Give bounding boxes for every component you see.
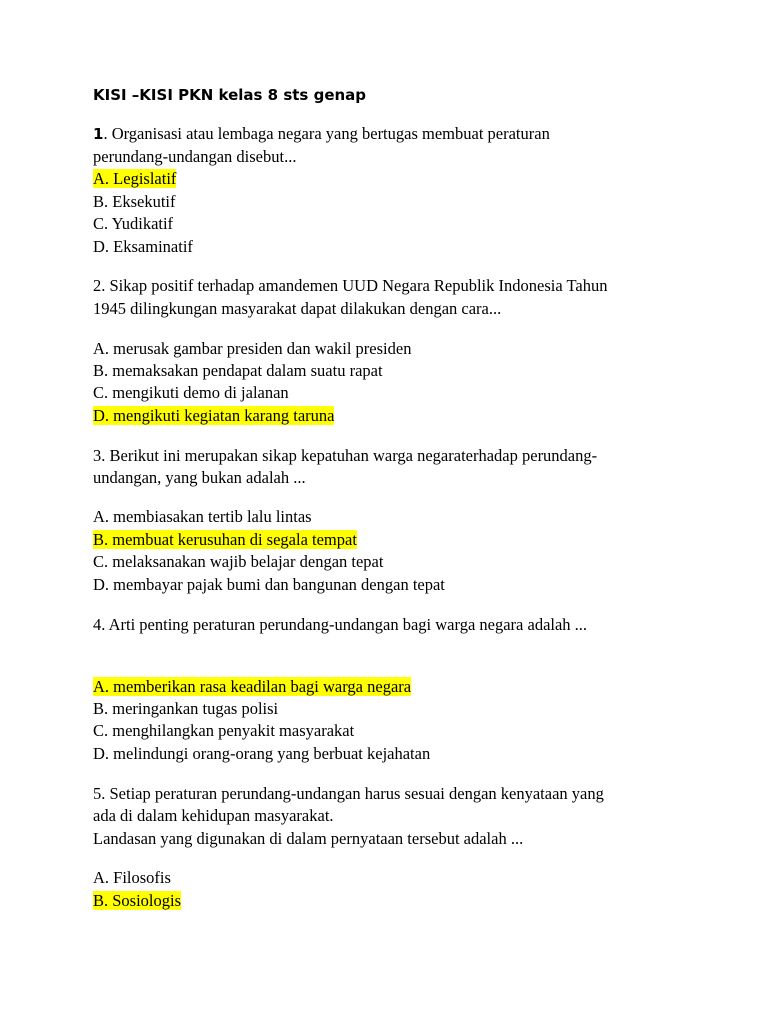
question-4-option-b: B. meringankan tugas polisi xyxy=(93,699,279,718)
answer-highlight: B. membuat kerusuhan di segala tempat xyxy=(93,530,357,549)
question-2-option-b: B. memaksakan pendapat dalam suatu rapat xyxy=(93,361,383,380)
question-2-line-2: 1945 dilingkungan masyarakat dapat dilakukan dengan cara... xyxy=(93,299,502,318)
question-4-option-d: D. melindungi orang-orang yang berbuat kejahatan xyxy=(93,744,431,763)
question-1-option-a xyxy=(93,168,176,190)
question-4-option-c: C. menghilangkan penyakit masyarakat xyxy=(93,721,355,740)
question-4-line-1: 4. Arti penting peraturan perundang-undangan bagi warga negara adalah ... xyxy=(93,615,588,634)
answer-highlight: B. Sosiologis xyxy=(93,891,182,910)
question-3-option-a: A. membiasakan tertib lalu lintas xyxy=(93,507,312,526)
question-2-option-a: A. merusak gambar presiden dan wakil presiden xyxy=(93,339,412,358)
question-1-option-b: B. Eksekutif xyxy=(93,192,176,211)
question-1-number: 1 xyxy=(93,125,104,143)
question-3-option-b xyxy=(93,529,357,551)
question-1-text: . Organisasi atau lembaga negara yang bertugas membuat peraturan xyxy=(103,124,550,143)
question-3-option-d: D. membayar pajak bumi dan bangunan dengan tepat xyxy=(93,575,445,594)
question-5-line-1: 5. Setiap peraturan perundang-undangan harus sesuai dengan kenyataan yang xyxy=(93,784,604,803)
question-3-option-c: C. melaksanakan wajib belajar dengan tepat xyxy=(93,552,384,571)
answer-highlight: D. mengikuti kegiatan karang taruna xyxy=(93,406,335,425)
question-2-option-d xyxy=(93,405,334,427)
question-1-line-2: perundang-undangan disebut... xyxy=(93,147,297,166)
answer-highlight: A. Legislatif xyxy=(93,169,177,188)
question-3-line-1: 3. Berikut ini merupakan sikap kepatuhan warga negaraterhadap perundang- xyxy=(93,446,598,465)
question-1-option-c: C. Yudikatif xyxy=(93,214,174,233)
question-5-option-a: A. Filosofis xyxy=(93,868,171,887)
question-5-line-2: ada di dalam kehidupan masyarakat. xyxy=(93,806,334,825)
question-4-option-a xyxy=(93,676,411,698)
question-1-option-d: D. Eksaminatif xyxy=(93,237,193,256)
document-title: KISI –KISI PKN kelas 8 sts genap xyxy=(93,86,367,104)
answer-highlight: A. memberikan rasa keadilan bagi warga negara xyxy=(93,677,412,696)
question-1-line-1 xyxy=(93,123,550,145)
question-2-option-c: C. mengikuti demo di jalanan xyxy=(93,383,289,402)
question-3-line-2: undangan, yang bukan adalah ... xyxy=(93,468,306,487)
question-5-option-b xyxy=(93,890,181,912)
question-2-line-1: 2. Sikap positif terhadap amandemen UUD Negara Republik Indonesia Tahun xyxy=(93,276,608,295)
question-5-line-3: Landasan yang digunakan di dalam pernyataan tersebut adalah ... xyxy=(93,829,524,848)
